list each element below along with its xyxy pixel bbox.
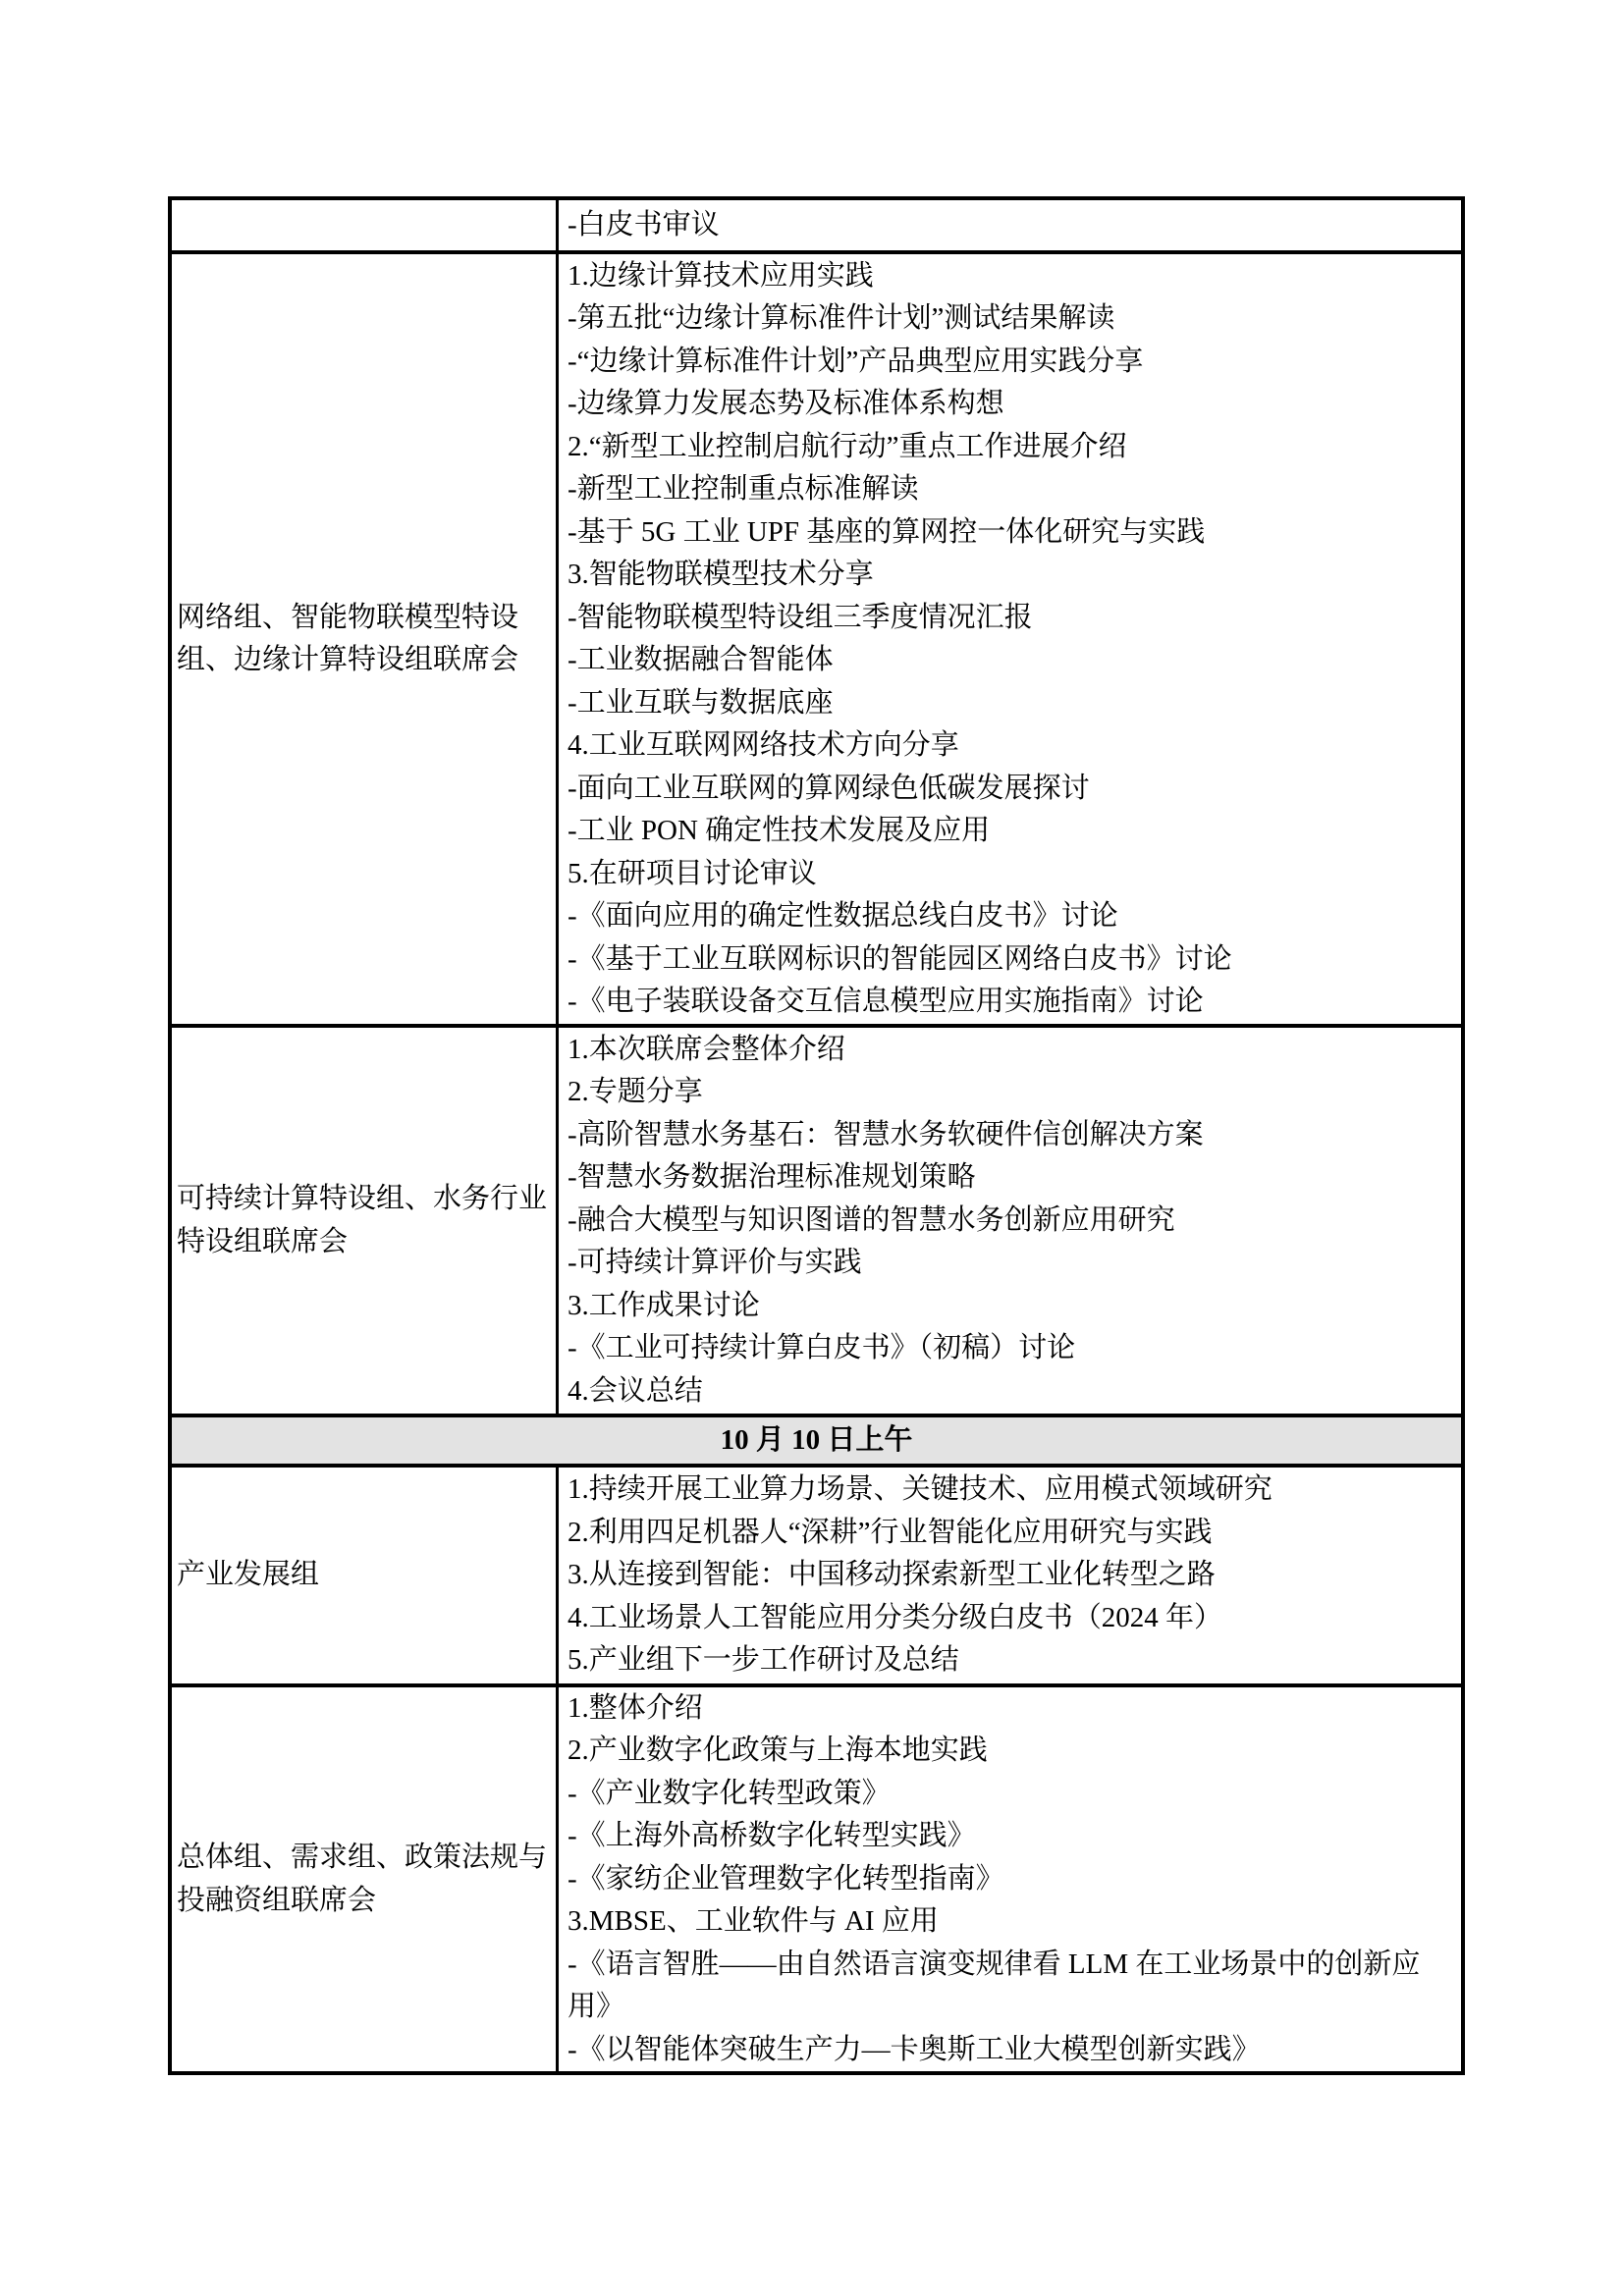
agenda-list [568,255,1452,1024]
agenda-item: -第五批“边缘计算标准件计划”测试结果解读 [568,302,1115,334]
group-label: 网络组、智能物联模型特设组、边缘计算特设组联席会 [177,601,519,675]
agenda-list [568,1687,1452,2071]
session-date-header: 10 月 10 日上午 [720,1423,913,1456]
group-cell [172,200,559,250]
agenda-item: -智能物联模型特设组三季度情况汇报 [568,601,1033,633]
group-cell [172,1028,559,1414]
group-cell [172,254,559,1024]
agenda-row [172,1024,1461,1414]
agenda-item: -新型工业控制重点标准解读 [568,473,919,505]
agenda-row [172,1464,1461,1683]
agenda-item: -智慧水务数据治理标准规划策略 [568,1161,976,1194]
group-cell [172,1687,559,2071]
agenda-item: -《以智能体突破生产力—卡奥斯工业大模型创新实践》 [568,2033,1261,2065]
agenda-item: -可持续计算评价与实践 [568,1247,862,1279]
agenda-list [568,1468,1452,1682]
agenda-cell [559,1028,1461,1414]
conference-agenda-table [168,196,1465,2075]
session-date-header-row [172,1414,1461,1464]
agenda-item: -基于 5G 工业 UPF 基座的算网控一体化研究与实践 [568,515,1206,548]
agenda-item: -《基于工业互联网标识的智能园区网络白皮书》讨论 [568,942,1232,975]
agenda-item: 2.利用四足机器人“深耕”行业智能化应用研究与实践 [568,1516,1213,1548]
agenda-item: -白皮书审议 [568,208,720,240]
agenda-row [172,250,1461,1024]
agenda-item: -《语言智胜——由自然语言演变规律看 LLM 在工业场景中的创新应用》 [568,1948,1421,2023]
agenda-item: -《上海外高桥数字化转型实践》 [568,1820,976,1852]
agenda-item: 3.工作成果讨论 [568,1289,760,1321]
agenda-list [568,204,1452,247]
agenda-item: -《家纺企业管理数字化转型指南》 [568,1862,1004,1895]
group-label: 总体组、需求组、政策法规与投融资组联席会 [177,1842,548,1916]
agenda-item: 4.工业互联网网络技术方向分享 [568,729,959,761]
agenda-item: 4.会议总结 [568,1374,703,1407]
group-label: 可持续计算特设组、水务行业特设组联席会 [177,1183,548,1257]
agenda-item: 2.“新型工业控制启航行动”重点工作进展介绍 [568,430,1127,462]
agenda-item: -工业 PON 确定性技术发展及应用 [568,815,991,846]
group-label: 产业发展组 [177,1559,320,1591]
agenda-item: 5.产业组下一步工作研讨及总结 [568,1644,959,1677]
agenda-item: 3.智能物联模型技术分享 [568,559,874,590]
agenda-cell [559,254,1461,1024]
agenda-item: 1.持续开展工业算力场景、关键技术、应用模式领域研究 [568,1473,1272,1506]
agenda-item: 2.专题分享 [568,1076,703,1108]
agenda-cell [559,200,1461,250]
agenda-item: 3.MBSE、工业软件与 AI 应用 [568,1905,939,1938]
agenda-item: 1.边缘计算技术应用实践 [568,259,874,292]
agenda-item: 2.产业数字化政策与上海本地实践 [568,1735,988,1767]
agenda-item: 1.整体介绍 [568,1691,703,1724]
agenda-item: -工业数据融合智能体 [568,644,834,675]
agenda-item: 4.工业场景人工智能应用分类分级白皮书（2024 年） [568,1601,1223,1633]
agenda-item: -《工业可持续计算白皮书》（初稿）讨论 [568,1332,1076,1364]
agenda-item: -融合大模型与知识图谱的智慧水务创新应用研究 [568,1203,1175,1236]
agenda-item: -《面向应用的确定性数据总线白皮书》讨论 [568,900,1118,932]
agenda-item: -“边缘计算标准件计划”产品典型应用实践分享 [568,345,1144,377]
agenda-cell [559,1468,1461,1683]
agenda-item: -边缘算力发展态势及标准体系构想 [568,388,1004,419]
agenda-item: -《产业数字化转型政策》 [568,1777,891,1809]
agenda-item: -高阶智慧水务基石：智慧水务软硬件信创解决方案 [568,1118,1204,1150]
group-cell [172,1468,559,1683]
agenda-list [568,1029,1452,1414]
agenda-item: -《电子装联设备交互信息模型应用实施指南》讨论 [568,986,1204,1017]
agenda-item: -工业互联与数据底座 [568,686,834,719]
agenda-row [172,200,1461,250]
agenda-item: 3.从连接到智能：中国移动探索新型工业化转型之路 [568,1559,1216,1591]
agenda-item: -面向工业互联网的算网绿色低碳发展探讨 [568,772,1090,804]
agenda-item: 1.本次联席会整体介绍 [568,1033,845,1065]
agenda-row [172,1683,1461,2071]
agenda-cell [559,1687,1461,2071]
agenda-item: 5.在研项目讨论审议 [568,857,817,889]
